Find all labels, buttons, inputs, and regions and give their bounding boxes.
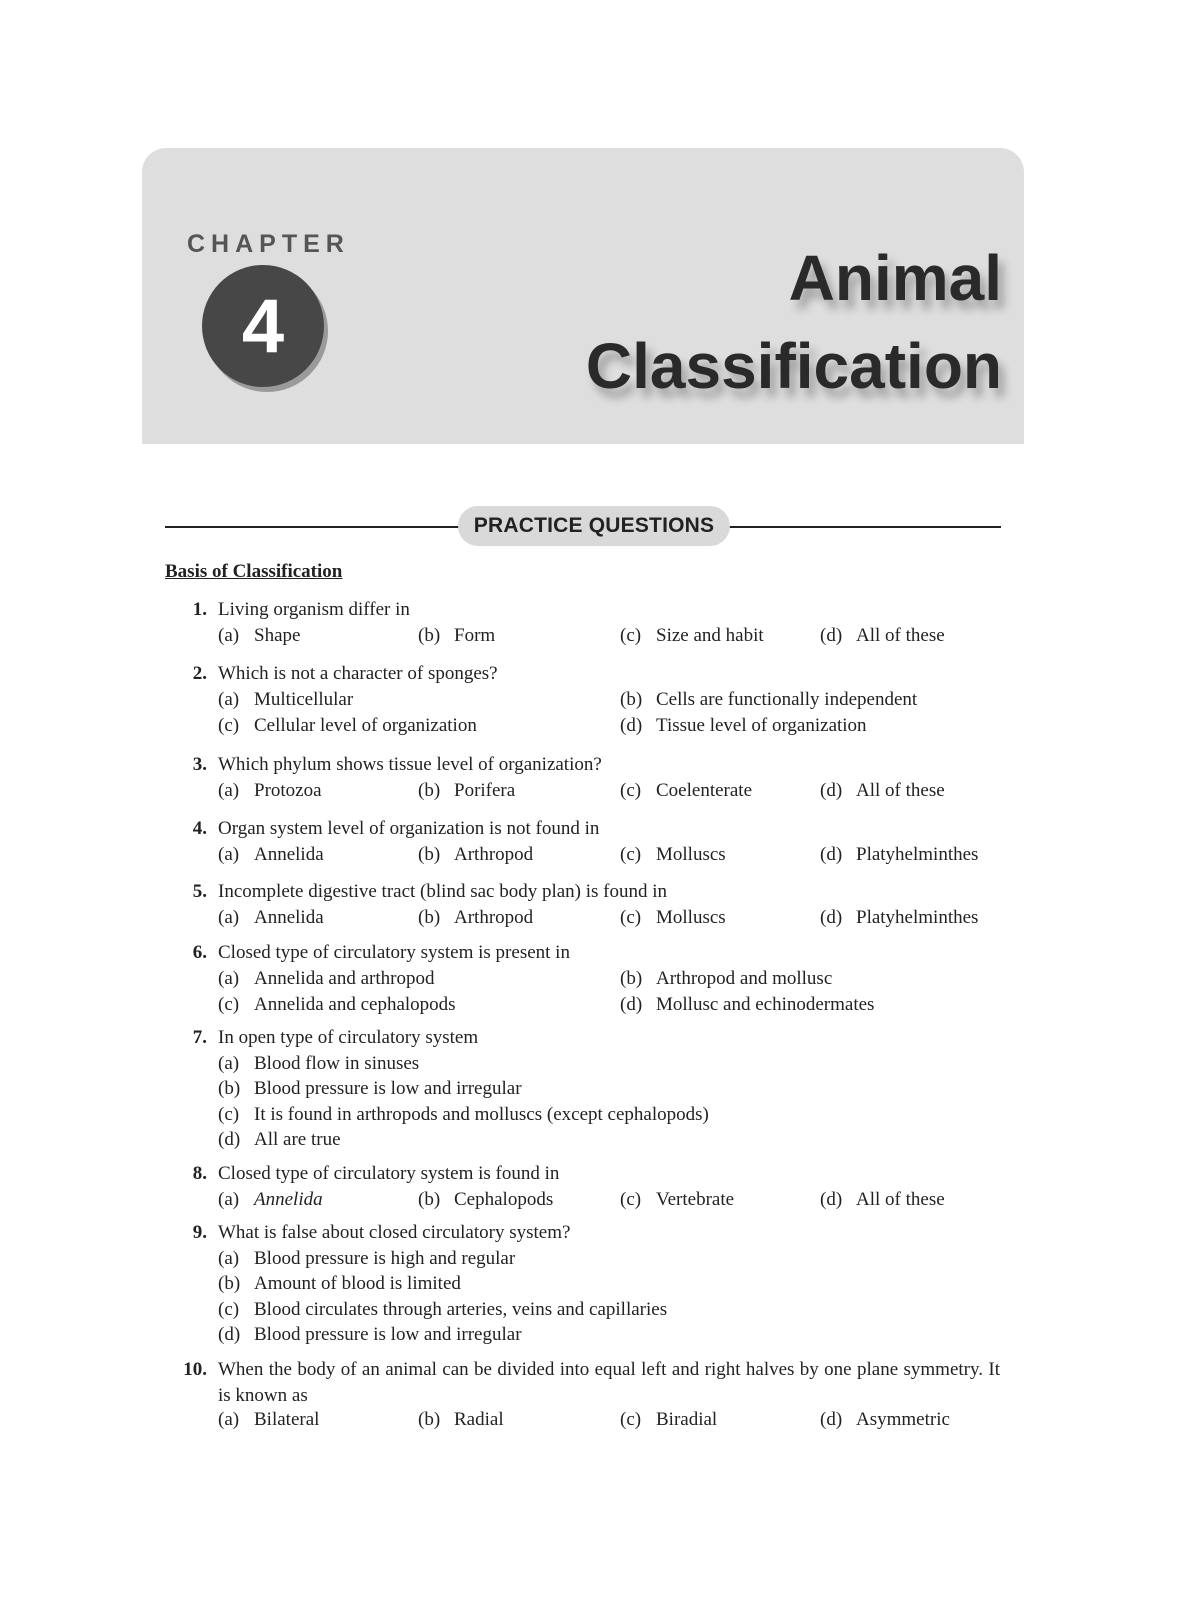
option-b: (b) Arthropod xyxy=(418,844,534,865)
option-c: (c) Coelenterate xyxy=(620,780,753,801)
option-d: (d) All of these xyxy=(820,780,945,801)
option-a: (a) Annelida and arthropod xyxy=(218,968,435,989)
chapter-title-line1: Animal xyxy=(788,242,1002,314)
question-number: 2. xyxy=(192,663,207,684)
option-d: (d) Asymmetric xyxy=(820,1409,950,1430)
option-d: (d) Platyhelminthes xyxy=(820,907,979,928)
chapter-number: 4 xyxy=(241,283,285,369)
option-d: (d) Tissue level of organization xyxy=(620,715,867,736)
option-c: (c) Molluscs xyxy=(620,844,726,865)
question-number: 8. xyxy=(192,1163,207,1184)
section-heading: PRACTICE QUESTIONS xyxy=(458,506,730,546)
option-c: (c) Cellular level of organization xyxy=(218,715,477,736)
option-b: (b) Arthropod and mollusc xyxy=(620,968,833,989)
question-text: What is false about closed circulatory system? xyxy=(218,1222,571,1243)
option-d: (d) Platyhelminthes xyxy=(820,844,979,865)
chapter-number-badge xyxy=(202,265,324,387)
option-b: (b) Arthropod xyxy=(418,907,534,928)
option-a: (a) Annelida xyxy=(218,844,324,865)
question-number: 6. xyxy=(192,942,207,963)
option-c: (c) Biradial xyxy=(620,1409,718,1430)
chapter-title xyxy=(586,234,1002,410)
option-a: (a) Shape xyxy=(218,625,301,646)
question-number: 3. xyxy=(192,754,207,775)
option-d: (d) Mollusc and echinodermates xyxy=(620,994,875,1015)
option-b: (b) Radial xyxy=(418,1409,504,1430)
option-b: (b) Form xyxy=(418,625,496,646)
option-d: (d) All of these xyxy=(820,625,945,646)
question-text: Living organism differ in xyxy=(218,599,410,620)
option-a: (a) Multicellular xyxy=(218,689,354,710)
option-c: (c) Size and habit xyxy=(620,625,764,646)
question-text: Closed type of circulatory system is found in xyxy=(218,1163,560,1184)
option-b: (b) Cells are functionally independent xyxy=(620,689,918,710)
option-b: (b) Blood pressure is low and irregular xyxy=(218,1078,522,1099)
question-text: Organ system level of organization is not found in xyxy=(218,818,600,839)
option-a: (a) Annelida xyxy=(218,907,324,928)
question-number: 1. xyxy=(192,599,207,620)
divider-right xyxy=(725,526,1001,528)
option-c: (c) Molluscs xyxy=(620,907,726,928)
option-a: (a) Protozoa xyxy=(218,780,322,801)
option-a: (a) Blood flow in sinuses xyxy=(218,1053,420,1074)
question-text: Closed type of circulatory system is present in xyxy=(218,942,570,963)
chapter-label: CHAPTER xyxy=(187,230,350,258)
section-heading-bar xyxy=(165,506,1001,546)
option-b: (b) Amount of blood is limited xyxy=(218,1273,461,1294)
question-text: Incomplete digestive tract (blind sac body plan) is found in xyxy=(218,881,668,902)
option-d: (d) All are true xyxy=(218,1129,341,1150)
option-d: (d) Blood pressure is low and irregular xyxy=(218,1324,522,1345)
question-text: When the body of an animal can be divided into equal left and right halves by one plane symmetry. It is known as xyxy=(218,1359,1000,1406)
option-c: (c) Annelida and cephalopods xyxy=(218,994,456,1015)
question-number: 9. xyxy=(192,1222,207,1243)
subsection-title: Basis of Classification xyxy=(165,561,343,582)
option-b: (b) Porifera xyxy=(418,780,516,801)
question-number: 7. xyxy=(192,1027,207,1048)
question-text: Which is not a character of sponges? xyxy=(218,663,498,684)
option-c: (c) Blood circulates through arteries, veins and capillaries xyxy=(218,1299,668,1320)
question-number: 5. xyxy=(192,881,207,902)
option-a: (a) Annelida xyxy=(218,1189,323,1210)
option-b: (b) Cephalopods xyxy=(418,1189,554,1210)
chapter-banner xyxy=(142,148,1024,444)
option-a: (a) Bilateral xyxy=(218,1409,320,1430)
option-c: (c) It is found in arthropods and molluscs (except cephalopods) xyxy=(218,1104,709,1125)
option-a: (a) Blood pressure is high and regular xyxy=(218,1248,516,1269)
question-text: Which phylum shows tissue level of organization? xyxy=(218,754,602,775)
option-d: (d) All of these xyxy=(820,1189,945,1210)
question-number: 10. xyxy=(183,1359,207,1380)
question-text: In open type of circulatory system xyxy=(218,1027,479,1048)
divider-left xyxy=(165,526,465,528)
chapter-title-line2: Classification xyxy=(585,330,1002,402)
option-c: (c) Vertebrate xyxy=(620,1189,735,1210)
question-number: 4. xyxy=(192,818,207,839)
